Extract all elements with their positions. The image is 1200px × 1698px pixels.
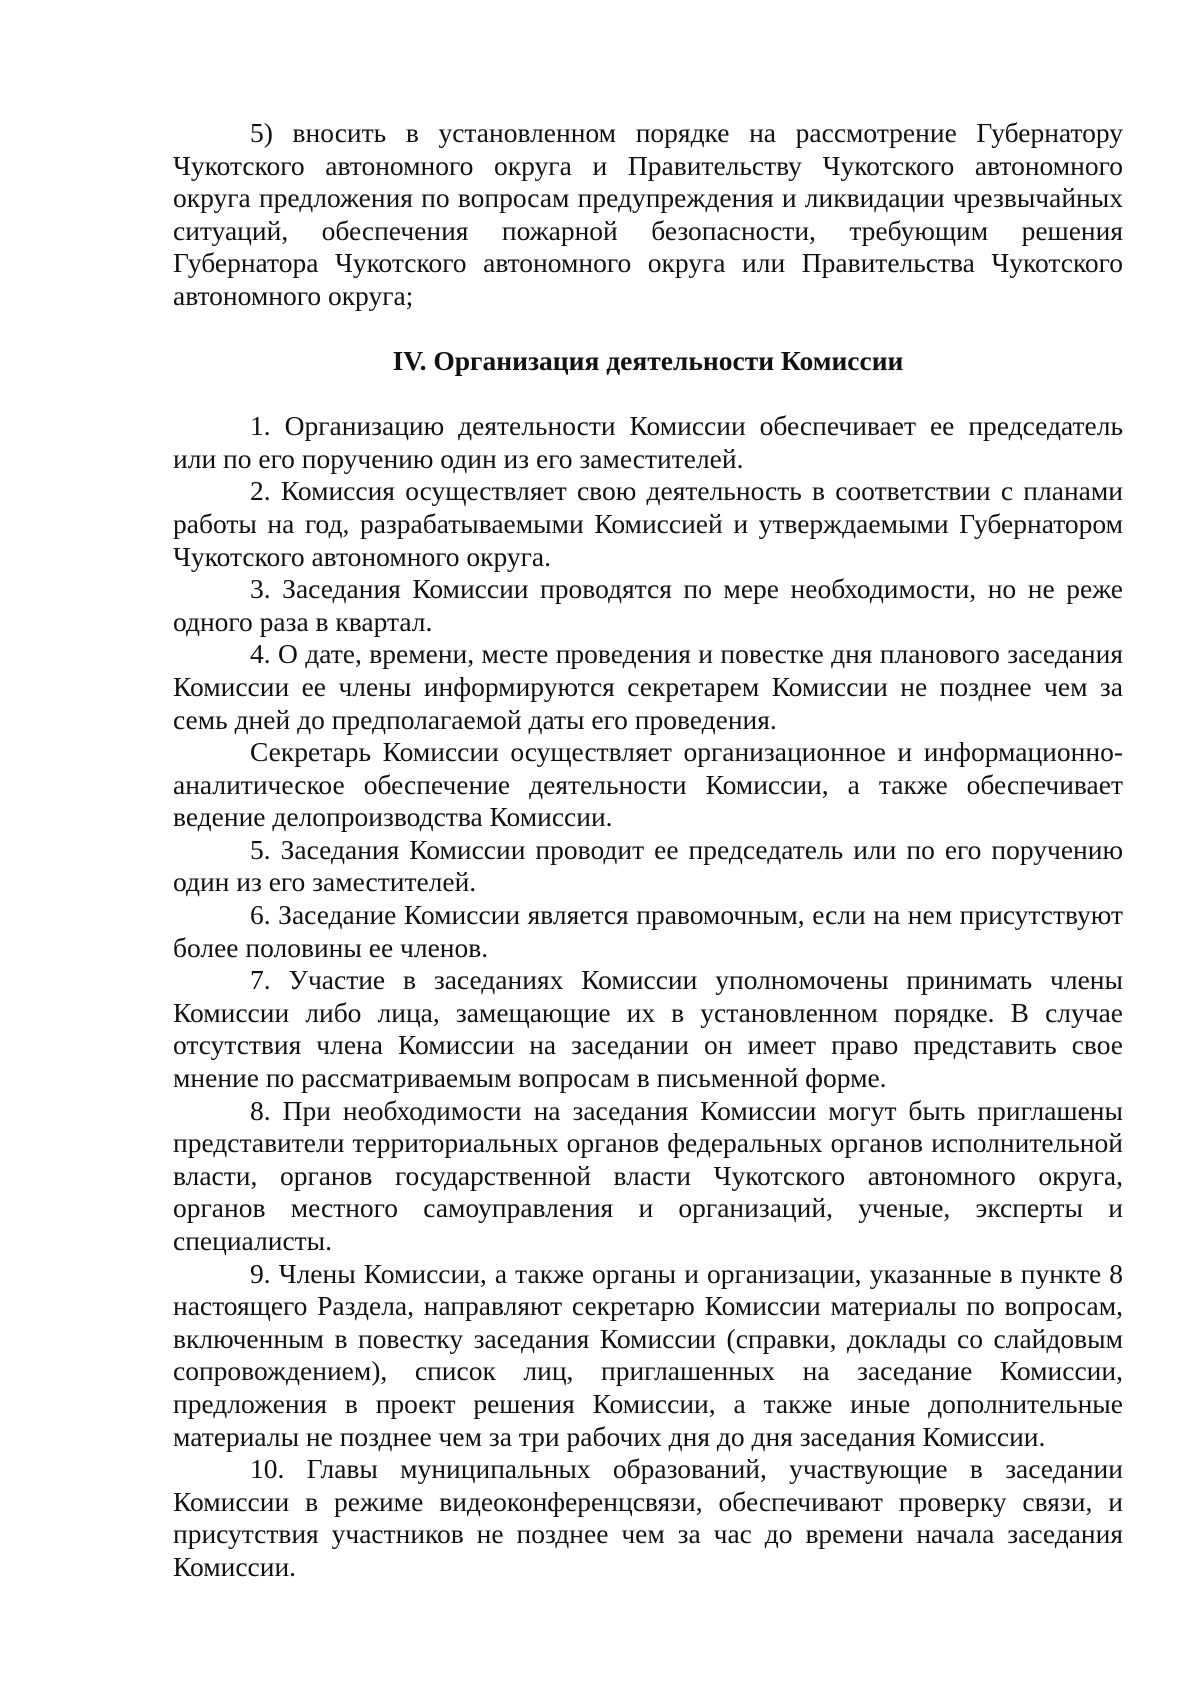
- paragraph-6: 6. Заседание Комиссии является правомочным, если на нем присутствуют более половины ее членов.: [173, 899, 1123, 963]
- section-title: IV. Организация деятельности Комиссии: [392, 344, 904, 376]
- paragraph-10: 10. Главы муниципальных образований, участвующие в заседании Комиссии в режиме видеоконференцсвязи, обеспечивают проверку связи, и присутствия участников не позднее чем за час до времени начала заседания Комиссии.: [173, 1453, 1123, 1582]
- paragraph-secretary: Секретарь Комиссии осуществляет организационное и информационно-аналитическое обеспечение деятельности Комиссии, а также обеспечивает ведение делопроизводства Комиссии.: [173, 736, 1123, 833]
- paragraph-8: 8. При необходимости на заседания Комиссии могут быть приглашены представители территориальных органов федеральных органов исполнительной власти, органов государственной власти Чукотского автономного округа, органов местного самоуправления и организаций, ученые, эксперты и специалисты.: [173, 1094, 1123, 1256]
- paragraph-2: 2. Комиссия осуществляет свою деятельность в соответствии с планами работы на год, разрабатываемыми Комиссией и утверждаемыми Губернатором Чукотского автономного округа.: [173, 475, 1123, 572]
- intro-paragraph: 5) вносить в установленном порядке на рассмотрение Губернатору Чукотского автономного округа и Правительству Чукотского автономного округа предложения по вопросам предупреждения и ликвидации чрезвычайных ситуаций, обеспечения пожарной безопасности, требующим решения Губернатора Чукотского автономного округа или Правительства Чукотского автономного округа;: [173, 117, 1123, 311]
- paragraph-4: 4. О дате, времени, месте проведения и повестке дня планового заседания Комиссии ее члены информируются секретарем Комиссии не позднее чем за семь дней до предполагаемой даты его проведения.: [173, 638, 1123, 735]
- paragraph-5: 5. Заседания Комиссии проводит ее председатель или по его поручению один из его заместителей.: [173, 833, 1123, 898]
- paragraph-7: 7. Участие в заседаниях Комиссии уполномочены принимать члены Комиссии либо лица, замещающие их в установленном порядке. В случае отсутствия члена Комиссии на заседании он имеет право представить свое мнение по рассматриваемым вопросам в письменной форме.: [173, 964, 1123, 1094]
- paragraph-1: 1. Организацию деятельности Комиссии обеспечивает ее председатель или по его поручению один из его заместителей.: [173, 410, 1123, 474]
- paragraph-9: 9. Члены Комиссии, а также органы и организации, указанные в пункте 8 настоящего Раздела, направляют секретарю Комиссии материалы по вопросам, включенным в повестку заседания Комиссии (справки, доклады со слайдовым сопровождением), список лиц, приглашенных на заседание Комиссии, предложения в проект решения Комиссии, а также иные дополнительные материалы не позднее чем за три рабочих дня до дня заседания Комиссии.: [173, 1257, 1123, 1452]
- paragraph-3: 3. Заседания Комиссии проводятся по мере необходимости, но не реже одного раза в квартал.: [173, 573, 1123, 637]
- document-page: [173, 117, 1123, 1584]
